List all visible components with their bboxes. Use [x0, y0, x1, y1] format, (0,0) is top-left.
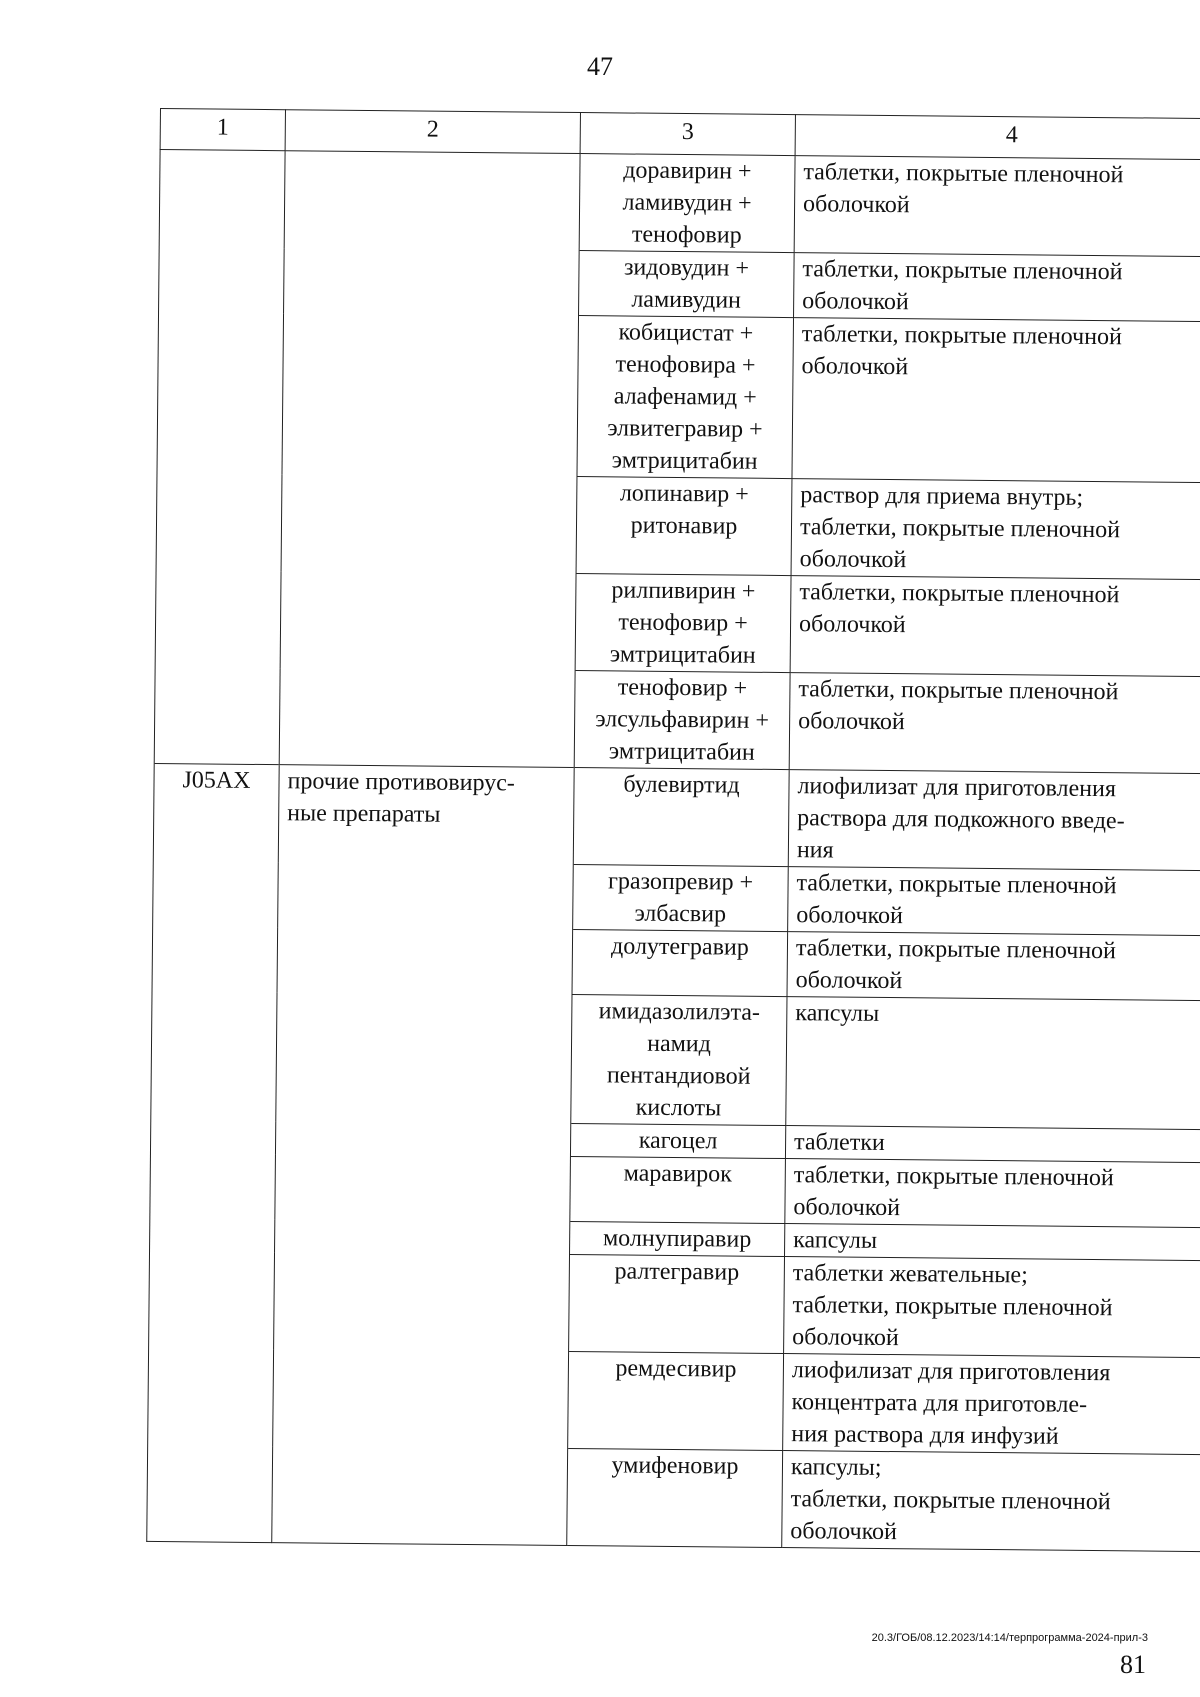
group-name-cell	[275, 1121, 570, 1157]
atc-code-cell	[154, 666, 280, 764]
drug-name-cell	[576, 477, 792, 576]
group-name-cell	[273, 1349, 569, 1449]
dosage-form-cell-line: ния	[796, 837, 834, 864]
drug-name-cell-line: рилпивирин +	[611, 577, 756, 605]
drug-name-cell-line: булевиртид	[623, 771, 740, 799]
drug-name-cell-line: умифеновир	[611, 1452, 739, 1480]
dosage-form-cell-line: оболочкой	[796, 902, 904, 930]
atc-code-cell	[159, 150, 285, 248]
dosage-form-cell-line: концентрата для приготовле-	[791, 1389, 1088, 1418]
dosage-form-cell-line: капсулы	[795, 1000, 880, 1027]
page-number: 47	[587, 52, 613, 81]
atc-code-cell	[155, 569, 281, 667]
atc-code-cell	[152, 925, 278, 991]
sheet-number: 81	[1120, 1650, 1146, 1679]
dosage-form-cell-line: капсулы;	[790, 1454, 882, 1481]
table-row	[159, 246, 1200, 321]
drug-name-cell-line: алафенамид +	[613, 383, 757, 411]
drug-name-cell-line: элсульфавирин +	[595, 706, 770, 734]
dosage-form-cell	[787, 932, 1200, 1001]
dosage-form-cell-line: таблетки, покрытые пленочной	[793, 1162, 1114, 1192]
drug-name-cell-line: лопинавир +	[619, 480, 749, 508]
drug-name-cell	[570, 1156, 786, 1223]
dosage-form-cell-line: оболочкой	[802, 288, 909, 316]
group-name-cell	[277, 927, 573, 995]
drug-name-cell-line: ремдесивир	[615, 1355, 737, 1383]
dosage-form-cell-line: оболочкой	[798, 708, 905, 736]
atc-code-cell	[159, 246, 285, 312]
drug-name-cell	[579, 251, 795, 318]
drug-name-cell-line: ралтегравир	[614, 1258, 740, 1286]
dosage-form-cell-line: ния раствора для инфузий	[791, 1421, 1059, 1450]
drug-name-cell-line: ламивудин	[631, 286, 742, 314]
drug-name-cell	[574, 671, 790, 770]
dosage-form-cell-line: оболочкой	[798, 611, 906, 639]
drug-name-cell-line: тенофовира +	[615, 351, 756, 379]
drug-name-cell-line: эмтрицитабин	[611, 447, 758, 475]
drug-name-cell-line: ламивудин +	[622, 189, 752, 217]
dosage-form-cell-line: оболочкой	[801, 353, 909, 381]
drug-name-cell-line: тенофовир +	[618, 609, 748, 637]
dosage-form-cell-line: оболочкой	[795, 967, 903, 995]
drug-name-cell	[573, 768, 789, 867]
table-row	[156, 472, 1200, 579]
drug-name-cell-line: долутегравир	[611, 933, 749, 961]
column-header-1: 1	[160, 109, 285, 151]
drug-name-cell	[577, 316, 794, 479]
dosage-form-cell	[788, 770, 1200, 871]
drug-name-cell-line: зидовудин +	[623, 254, 750, 282]
drug-name-cell-line: имидазолилэта-	[598, 998, 761, 1026]
group-name-cell	[284, 248, 580, 316]
dosage-form-cell-line: оболочкой	[790, 1518, 898, 1546]
dosage-form-cell-line: лиофилизат для приготовления	[797, 773, 1117, 803]
group-name-cell	[278, 862, 574, 930]
group-name-cell	[276, 992, 572, 1124]
table-sheet	[146, 108, 1160, 1552]
group-name-cell	[275, 1219, 570, 1255]
dosage-form-cell-line: таблетки, покрытые пленочной	[799, 579, 1120, 609]
group-name-cell	[280, 571, 576, 671]
dosage-form-cell	[785, 1224, 1200, 1261]
drug-name-cell-line: эмтрицитабин	[609, 641, 756, 669]
atc-code-cell	[150, 1152, 276, 1218]
drug-name-cell-line: ритонавир	[630, 512, 738, 540]
group-name-cell	[272, 1446, 568, 1546]
atc-code-cell	[150, 1217, 275, 1251]
dosage-form-cell	[788, 867, 1200, 936]
table-row	[153, 860, 1200, 935]
drug-name-cell	[571, 994, 787, 1125]
atc-code-cell	[150, 1119, 275, 1153]
drug-name-cell	[573, 865, 789, 932]
atc-code-cell	[157, 311, 284, 473]
dosage-form-cell	[790, 576, 1200, 677]
dosage-form-cell-line: лиофилизат для приготовления	[791, 1357, 1111, 1387]
table-row	[148, 1347, 1200, 1454]
dosage-form-cell-line: таблетки, покрытые пленочной	[801, 321, 1122, 351]
group-name-cell	[284, 151, 580, 251]
dosage-form-cell	[783, 1354, 1200, 1455]
drug-name-cell-line: гразопревир +	[607, 868, 754, 896]
dosage-form-cell	[792, 318, 1200, 483]
table-row	[155, 569, 1200, 676]
drug-name-cell-line: элвитегравир +	[607, 415, 763, 443]
dosage-form-cell-line: оболочкой	[799, 546, 907, 574]
dosage-form-cell	[794, 253, 1200, 322]
table-row	[154, 666, 1200, 773]
drug-name-cell	[572, 929, 788, 996]
drug-name-cell-line: тенофовир	[631, 221, 742, 249]
dosage-form-cell-line: таблетки, покрытые пленочной	[796, 870, 1117, 900]
table-row	[149, 1250, 1200, 1357]
drug-name-cell	[579, 154, 795, 253]
drug-name-cell-line: элбасвир	[634, 900, 727, 928]
dosage-form-cell-line: таблетки, покрытые пленочной	[803, 159, 1124, 189]
group-name-cell	[279, 668, 575, 768]
dosage-form-cell-line: раствор для приема внутрь;	[800, 482, 1084, 511]
drug-name-cell	[567, 1448, 783, 1547]
drug-table	[146, 108, 1200, 1552]
dosage-form-cell-line: таблетки, покрытые пленочной	[799, 514, 1121, 544]
drug-name-cell	[570, 1123, 785, 1158]
table-body	[147, 150, 1200, 1552]
drug-name-cell	[570, 1221, 785, 1256]
drug-name-cell-line: доравирин +	[623, 157, 752, 185]
dosage-form-cell	[785, 1126, 1200, 1163]
table-row	[147, 1444, 1200, 1551]
dosage-form-cell	[794, 156, 1200, 257]
dosage-form-cell	[791, 479, 1200, 580]
dosage-form-cell-line: таблетки, покрытые пленочной	[802, 256, 1123, 286]
table-row	[157, 311, 1200, 482]
table-row	[151, 990, 1200, 1129]
atc-code-cell	[153, 860, 279, 926]
dosage-form-cell-line: таблетки жевательные;	[792, 1260, 1028, 1289]
dosage-form-cell	[786, 997, 1200, 1130]
column-header-2: 2	[285, 110, 580, 154]
dosage-form-cell-line: таблетки, покрытые пленочной	[798, 676, 1119, 706]
dosage-form-cell-line: таблетки, покрытые пленочной	[790, 1486, 1111, 1516]
atc-code-cell	[148, 1347, 274, 1445]
dosage-form-cell-line: таблетки	[793, 1129, 885, 1157]
dosage-form-cell-line: оболочкой	[793, 1194, 901, 1222]
drug-name-cell-line: кагоцел	[638, 1127, 718, 1155]
table-row	[153, 763, 1200, 870]
column-header-4: 4	[795, 115, 1200, 160]
drug-name-cell	[569, 1254, 785, 1353]
drug-name-cell-line: намид	[647, 1030, 712, 1058]
group-name-cell	[274, 1252, 570, 1352]
dosage-form-cell	[782, 1451, 1200, 1552]
dosage-form-cell-line: раствора для подкожного введе-	[797, 805, 1125, 835]
atc-code-cell: J05AX	[153, 763, 279, 861]
dosage-form-cell	[785, 1159, 1200, 1228]
dosage-form-cell-line: оболочкой	[792, 1324, 899, 1352]
dosage-form-cell	[789, 673, 1200, 774]
drug-name-cell-line: эмтрицитабин	[608, 738, 755, 766]
atc-code-cell	[151, 990, 277, 1120]
dosage-form-cell-line: таблетки, покрытые пленочной	[795, 935, 1117, 965]
group-name-cell: прочие противовирус- ные препараты	[278, 765, 574, 865]
group-name-cell	[281, 474, 577, 574]
table-row	[152, 925, 1200, 1000]
table-row	[159, 150, 1200, 257]
column-header-3: 3	[580, 113, 795, 156]
dosage-form-cell	[784, 1257, 1200, 1358]
dosage-form-cell-line: капсулы	[793, 1227, 878, 1254]
drug-name-cell-line: тенофовир +	[617, 674, 748, 702]
drug-name-cell-line: кислоты	[635, 1094, 722, 1122]
atc-code-cell	[156, 472, 282, 570]
drug-name-cell	[575, 574, 791, 673]
drug-name-cell-line: пентандиовой	[606, 1062, 751, 1090]
drug-name-cell-line: маравирок	[623, 1160, 732, 1188]
table-row	[150, 1152, 1200, 1227]
drug-name-cell-line: кобицистат +	[618, 319, 754, 347]
atc-code-cell	[149, 1250, 275, 1348]
document-code: 20.3/ГОБ/08.12.2023/14:14/терпрограмма-2024-прил-3	[871, 1632, 1148, 1644]
group-name-cell	[282, 313, 579, 477]
drug-name-cell-line: молнупиравир	[602, 1225, 752, 1253]
drug-name-cell	[568, 1351, 784, 1450]
group-name-cell	[275, 1154, 571, 1222]
dosage-form-cell-line: оболочкой	[802, 191, 910, 219]
atc-code-cell	[147, 1444, 273, 1542]
dosage-form-cell-line: таблетки, покрытые пленочной	[792, 1292, 1113, 1322]
